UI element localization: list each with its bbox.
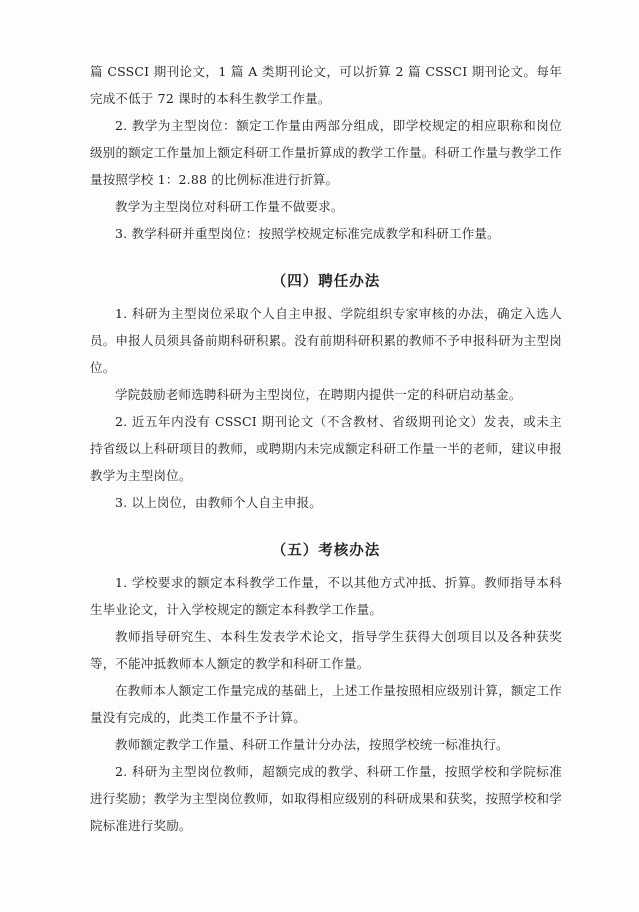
intro-paragraph-4: 3. 教学科研并重型岗位：按照学校规定标准完成教学和科研工作量。: [115, 226, 500, 241]
section-5-paragraph-3: 在教师本人额定工作量完成的基础上，上述工作量按照相应级别计算，额定工作量没有完成的，此类工作量不予计算。: [90, 683, 562, 725]
section-5-paragraph-2: 教师指导研究生、本科生发表学术论文，指导学生获得大创项目以及各种获奖等，不能冲抵教师本人额定的教学和科研工作量。: [90, 629, 562, 671]
section-5-paragraph-1: 1. 学校要求的额定本科教学工作量，不以其他方式冲抵、折算。教师指导本科生毕业论文，计入学校规定的额定本科教学工作量。: [90, 575, 562, 617]
section-4-paragraph-1: 1. 科研为主型岗位采取个人自主申报、学院组织专家审核的办法，确定入选人员。申报人员须具备前期科研积累。没有前期科研积累的教师不予申报科研为主型岗位。: [90, 306, 562, 375]
section-assessment: [90, 538, 562, 839]
section-4-paragraph-3: 2. 近五年内没有 CSSCI 期刊论文（不含教材、省级期刊论文）发表，或未主持省级以上科研项目的教师，或聘期内未完成额定科研工作量一半的老师，建议申报教学为主型岗位。: [90, 414, 562, 483]
section-4-paragraph-4: 3. 以上岗位，由教师个人自主申报。: [115, 495, 323, 510]
section-5-paragraph-5: 2. 科研为主型岗位教师，超额完成的教学、科研工作量，按照学校和学院标准进行奖励；教学为主型岗位教师，如取得相应级别的科研成果和获奖，按照学校和学院标准进行奖励。: [90, 764, 562, 833]
intro-paragraph-2: 2. 教学为主型岗位：额定工作量由两部分组成，即学校规定的相应职称和岗位级别的额定工作量加上额定科研工作量折算成的教学工作量。科研工作量与教学工作量按照学校 1：2.88 的比例标准进行折算。: [90, 118, 562, 187]
document-body: [90, 58, 562, 839]
section-5-paragraph-4: 教师额定教学工作量、科研工作量计分办法，按照学校统一标准执行。: [115, 737, 509, 752]
section-appointment: [90, 269, 562, 516]
intro-paragraph-3: 教学为主型岗位对科研工作量不做要求。: [115, 199, 344, 214]
section-4-paragraph-2: 学院鼓励老师选聘科研为主型岗位，在聘期内提供一定的科研启动基金。: [115, 387, 522, 402]
section-5-title: （五）考核办法: [271, 543, 381, 559]
section-4-title: （四）聘任办法: [271, 274, 381, 290]
intro-paragraph-1: 篇 CSSCI 期刊论文，1 篇 A 类期刊论文，可以折算 2 篇 CSSCI 期刊论文。每年完成不低于 72 课时的本科生教学工作量。: [90, 64, 562, 106]
intro-section: [90, 58, 562, 247]
